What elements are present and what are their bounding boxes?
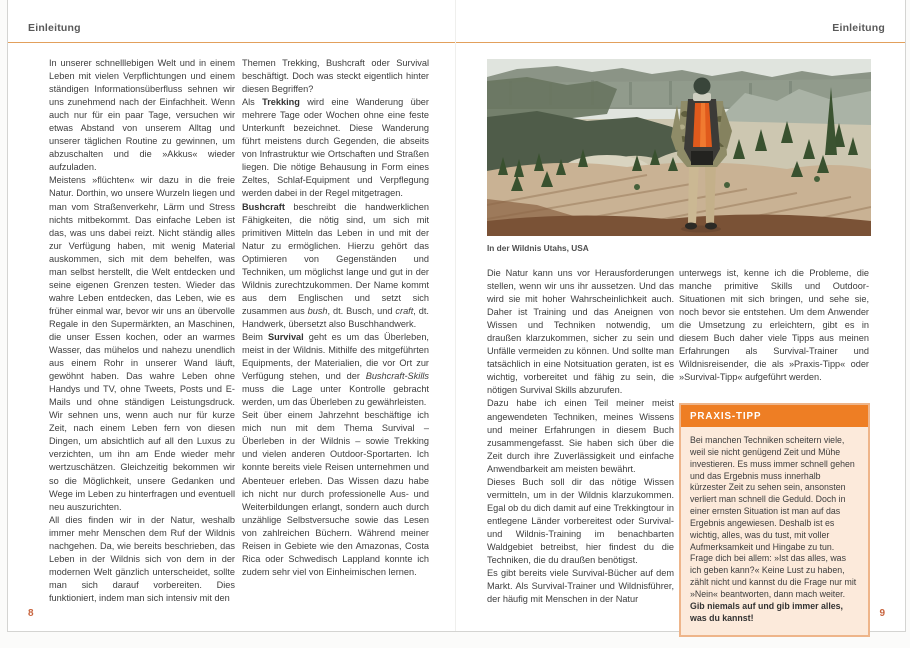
- book-spread: [7, 0, 906, 632]
- running-header-left: Einleitung: [28, 22, 81, 34]
- page-gutter: [455, 0, 456, 631]
- praxis-tipp-box: [679, 403, 870, 637]
- praxis-tipp-body: Bei manchen Techniken scheitern viele, weil sie nicht genügend Zeit und Mühe investieren. Es muss immer schnell gehen und das Ergebnis muss innerhalb kürzester Zeit zu sehen sein, ansonsten verliert man schnell die Geduld. Doch in einer ernsten Situation ist man auf das Ergebnis angewiesen. Deshalb ist es wichtig, alles, was du tust, mit voller Aufmerksamkeit und Hingabe zu tun. Frage dich bei allem: »Ist das alles, was ich geben kann?« Keine Lust zu haben, zählt nicht und kannst du die Frage nur mit »Nein« beantworten, dann mach weiter. Gib niemals auf und gib immer alles, was du kannst!: [690, 435, 857, 623]
- running-header-right: Einleitung: [832, 22, 885, 34]
- text-column-4: unterwegs ist, kenne ich die Probleme, die manche primitive Skills und Outdoor-Situationen mit sich bringen, und sehe sie, noch bevor sie entstehen. Um dem Anwender die Umsetzung zu erleichtern, gibt es in diesem Buch daher viele Tipps aus meinen Erfahrungen als Survival-Trainer und Wildnisreisender, die als »Praxis-Tipp« oder »Survival-Tipp« aufgeführt werden.: [679, 268, 869, 383]
- wilderness-photo-illustration: [487, 59, 871, 236]
- page-number-right: 9: [879, 608, 885, 619]
- wilderness-photo: [487, 59, 871, 236]
- page-number-left: 8: [28, 608, 34, 619]
- header-rule: [8, 42, 905, 43]
- photo-caption: In der Wildnis Utahs, USA: [487, 243, 589, 253]
- hiker-cap: [694, 78, 711, 95]
- text-column-3: Die Natur kann uns vor Herausforderungen stellen, wenn wir uns ihr aussetzen. Und das wird sie mit hoher Wahrscheinlichkeit auch. Daher ist Training und das Aneignen von Wissen und Techniken notwendig, um draußen klarzukommen, sicher zu sein und Unfälle vermeiden zu können. Und sollte man tatsächlich in eine Notsituation geraten, ist es wichtig, vorbereitet und fähig zu sein, die nötigen Survival Skills abzurufen. Dazu habe ich einen Teil meiner meist angewendeten Techniken, meines Wissens und meiner Erfahrungen in diesem Buch zusammengefasst. Sie haben sich über die Zeit durch ihre Zuverlässigkeit und einfache Anwendbarkeit am meisten bewährt. Dieses Buch soll dir das nötige Wissen vermitteln, um in der Wildnis klarzukommen. Egal ob du dich damit auf eine Trekkingtour in entlegene Länder vorbereitest oder Survival- und Wildnis-Training im benachbarten Waldgebiet betreibst, hier findest du die Techniken, die du draußen benötigst. Es gibt bereits viele Survival-Bücher auf dem Markt. Als Survival-Trainer und Wildnisführer, der häufig mit Menschen in der Natur: [487, 268, 674, 605]
- text-column-2: Themen Trekking, Bushcraft oder Survival beschäftigt. Doch was steckt eigentlich hinter diesen Begriffen? Als Trekking wird eine Wanderung über mehrere Tage oder Wochen ohne eine feste Unterkunft bezeichnet. Diese Wanderung führt meistens durch Gegenden, die abseits von Infrastruktur wie Ortschaften und Straßen liegen. Die nötige Behausung in Form eines Zeltes, Schlaf-Equipment und Verpflegung werden dabei in der Regel mitgetragen. Bushcraft beschreibt die handwerklichen Fähigkeiten, die nötig sind, um sich mit primitiven Mitteln das Leben in und mit der Natur zu ermöglichen. Hierzu gehört das Optimieren von Gegenständen und Techniken, um möglichst lange und gut in der Wildnis zurechtzukommen. Der Name kommt aus dem Englischen und setzt sich zusammen aus bush, dt. Busch, und craft, dt. Handwerk, übersetzt also Buschhandwerk. Beim Survival geht es um das Überleben, meist in der Wildnis. Mithilfe des mitgeführten Equipments, der Materialien, die vor Ort zur Verfügung stehen, und der Bushcraft-Skills muss die Lage unter Kontrolle gebracht werden, um das Überleben zu gewährleisten. Seit über einem Jahrzehnt beschäftige ich mich nun mit dem Thema Survival – Überleben in der Wildnis – sowie Trekking und vielen anderen Outdoor-Sportarten. Ich konnte bereits viele Reisen unternehmen und Abenteuer erleben. Das Wissen dazu habe ich nicht nur durch professionelle Aus- und Weiterbildungen erlangt, sondern auch durch unzählige Selbstversuche sowie das Lesen von zahlreichen Büchern. Während meiner Reisen in Gebiete wie den Amazonas, Costa Rica oder Schwedisch Lappland konnte ich zudem sehr viel von Einheimischen lernen.: [242, 58, 429, 577]
- text-column-1: In unserer schnelllebigen Welt und in einem Leben mit vielen Verpflichtungen und einem ständigen Informationsüberfluss sehnen wir uns zunehmend nach der Einfachheit. Wenn auch nur für ein paar Tage, versuchen wir etwas Abstand von unserem Alltag und unserer täglichen Routine zu gewinnen, um abzuschalten und die »Akkus« wieder aufzuladen. Meistens »flüchten« wir dazu in die freie Natur. Dorthin, wo unsere Wurzeln liegen und man vom Straßenverkehr, Lärm und Stress nichts mitbekommt. Das einfache Leben ist das, was uns dabei reizt. Nicht ständig alles zur Verfügung haben, mit wenig Material auskommen, sich mit dem behelfen, was man selbst herstellt, die Welt entdecken und seine eigenen Grenzen testen. Wieder das wahre Leben entdecken, das Leben, wie es früher einmal war, bevor wir uns an übervolle Regale in den Supermärkten, an Maschinen, die unser Essen kochen, oder an warmes Wasser, das mühelos und nahezu unendlich aus einem Rohr in unserer Wand läuft, gewöhnt haben. Das wahre Leben ohne Handys und TV, ohne Tweets, Posts und E-Mails und ohne ständigen Leistungsdruck. Wir sehnen uns, wenn auch nur für kurze Zeit, nach einem Leben fern von diesen Dingen, um absichtlich auf all den Luxus zu verzichten, um ihn am Ende wieder mehr wertzuschätzen. Gleichzeitig bekommen wir so die Möglichkeit, unsere Gedanken und Wege im Leben zu hinterfragen und eventuell neu auszurichten. All dies finden wir in der Natur, weshalb immer mehr Menschen dem Ruf der Wildnis nachgehen. Da, wie bereits beschrieben, das Leben in der Wildnis sich von dem in der modernen Welt gänzlich unterscheidet, sollte man sich darauf vorbereiten. Dies funktioniert, indem man sich intensiv mit den: [49, 58, 235, 603]
- praxis-tipp-title: PRAXIS-TIPP: [681, 405, 868, 427]
